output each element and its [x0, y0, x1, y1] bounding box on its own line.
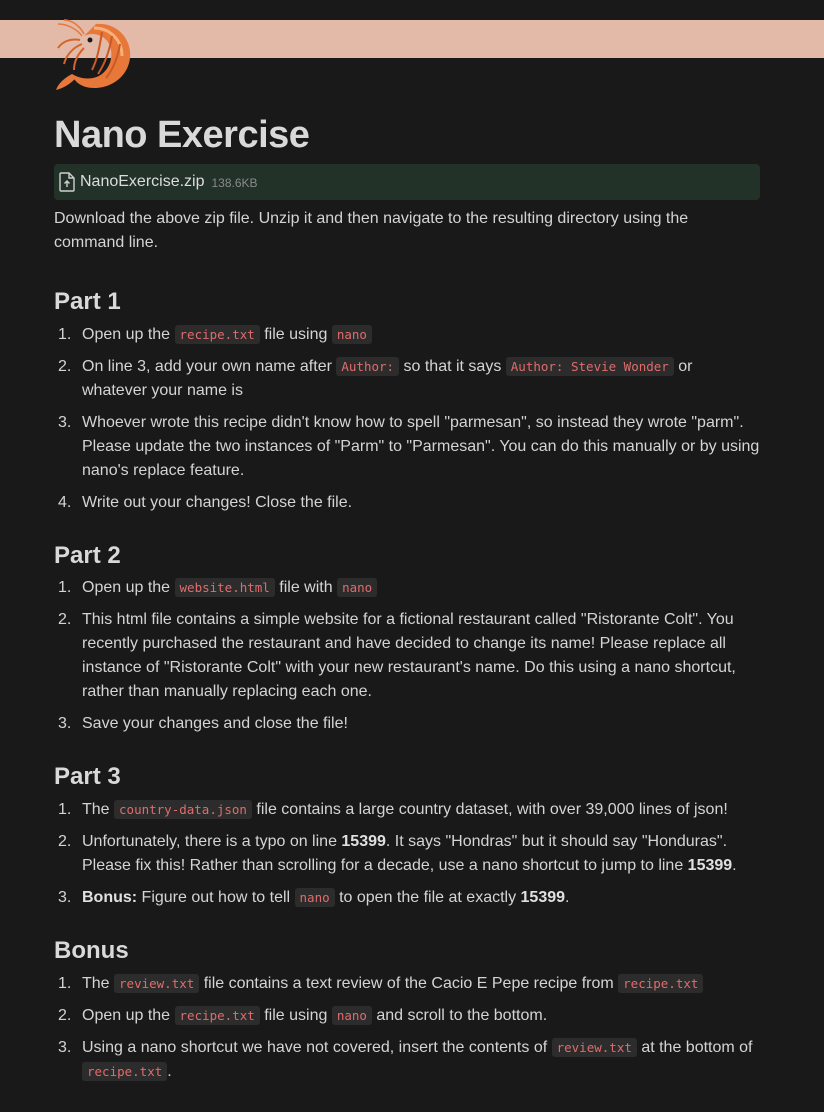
- list-item: 4. Write out your changes! Close the file.: [58, 494, 353, 511]
- list-item: 2. On line 3, add your own name after Author: so that it says Author: Stevie Wonder or whatever your name is: [58, 358, 693, 399]
- code-span: nano: [337, 578, 377, 597]
- list-item: 2. This html file contains a simple website for a fictional restaurant called "Ristorante Colt". You recently purchased the restaurant and have decided to change its name! Please replace all instance of "Ristorante Colt" with your new restaurant's name. Do this using a nano shortcut, rather than manually replacing each one.: [58, 611, 736, 700]
- page-title: Nano Exercise: [54, 114, 310, 156]
- file-attachment[interactable]: [54, 164, 760, 200]
- file-name[interactable]: NanoExercise.zip: [80, 173, 205, 190]
- code-span: review.txt: [552, 1038, 637, 1057]
- code-span: recipe.txt: [175, 325, 260, 344]
- list-item: 2. Open up the recipe.txt file using nano and scroll to the bottom.: [58, 1007, 548, 1024]
- code-span: Author: Stevie Wonder: [506, 357, 674, 376]
- part-3-list: [54, 798, 760, 910]
- list-item: 3. Whoever wrote this recipe didn't know how to spell "parmesan", so instead they wrote "parm". Please update the two instances of "Parm" to "Parmesan". You can do this manually or by using nano's replace feature.: [58, 414, 760, 479]
- intro-paragraph: Download the above zip file. Unzip it and then navigate to the resulting directory using the command line.: [54, 210, 689, 251]
- part-1-list: [54, 323, 760, 515]
- code-span: recipe.txt: [618, 974, 703, 993]
- top-strip: [0, 0, 824, 20]
- code-span: country-data.json: [114, 800, 252, 819]
- part-3-heading: Part 3: [54, 763, 121, 790]
- page-content: [54, 110, 760, 1092]
- bonus-list: [54, 972, 760, 1084]
- part-1-heading: Part 1: [54, 288, 121, 315]
- code-span: Author:: [336, 357, 399, 376]
- code-span: nano: [332, 1006, 372, 1025]
- list-item: 1. The review.txt file contains a text review of the Cacio E Pepe recipe from recipe.txt: [54, 972, 760, 996]
- list-item: 1. The country-data.json file contains a large country dataset, with over 39,000 lines of json!: [58, 801, 728, 818]
- list-item: 3. Using a nano shortcut we have not covered, insert the contents of review.txt at the bottom of recipe.txt .: [58, 1039, 753, 1080]
- list-item: 3. Bonus: Figure out how to tell nano to open the file at exactly 15399.: [58, 889, 570, 906]
- file-upload-icon: [58, 172, 76, 192]
- bonus-heading: Bonus: [54, 937, 129, 964]
- code-span: website.html: [175, 578, 275, 597]
- file-size: 138.6KB: [211, 176, 258, 190]
- list-item: 1. Open up the recipe.txt file using nano: [54, 323, 760, 347]
- code-span: review.txt: [114, 974, 199, 993]
- code-span: nano: [295, 888, 335, 907]
- code-span: recipe.txt: [82, 1062, 167, 1081]
- shrimp-icon[interactable]: [52, 18, 134, 92]
- part-2-heading: Part 2: [54, 542, 121, 569]
- list-item: 2. Unfortunately, there is a typo on line 15399. It says "Hondras" but it should say "Honduras". Please fix this! Rather than scrolling for a decade, use a nano shortcut to jump to line 15399.: [58, 833, 737, 874]
- list-item: 3. Save your changes and close the file!: [58, 715, 348, 732]
- list-item: 1. Open up the website.html file with nano: [54, 576, 760, 600]
- part-2-list: [54, 576, 760, 736]
- code-span: recipe.txt: [175, 1006, 260, 1025]
- code-span: nano: [332, 325, 372, 344]
